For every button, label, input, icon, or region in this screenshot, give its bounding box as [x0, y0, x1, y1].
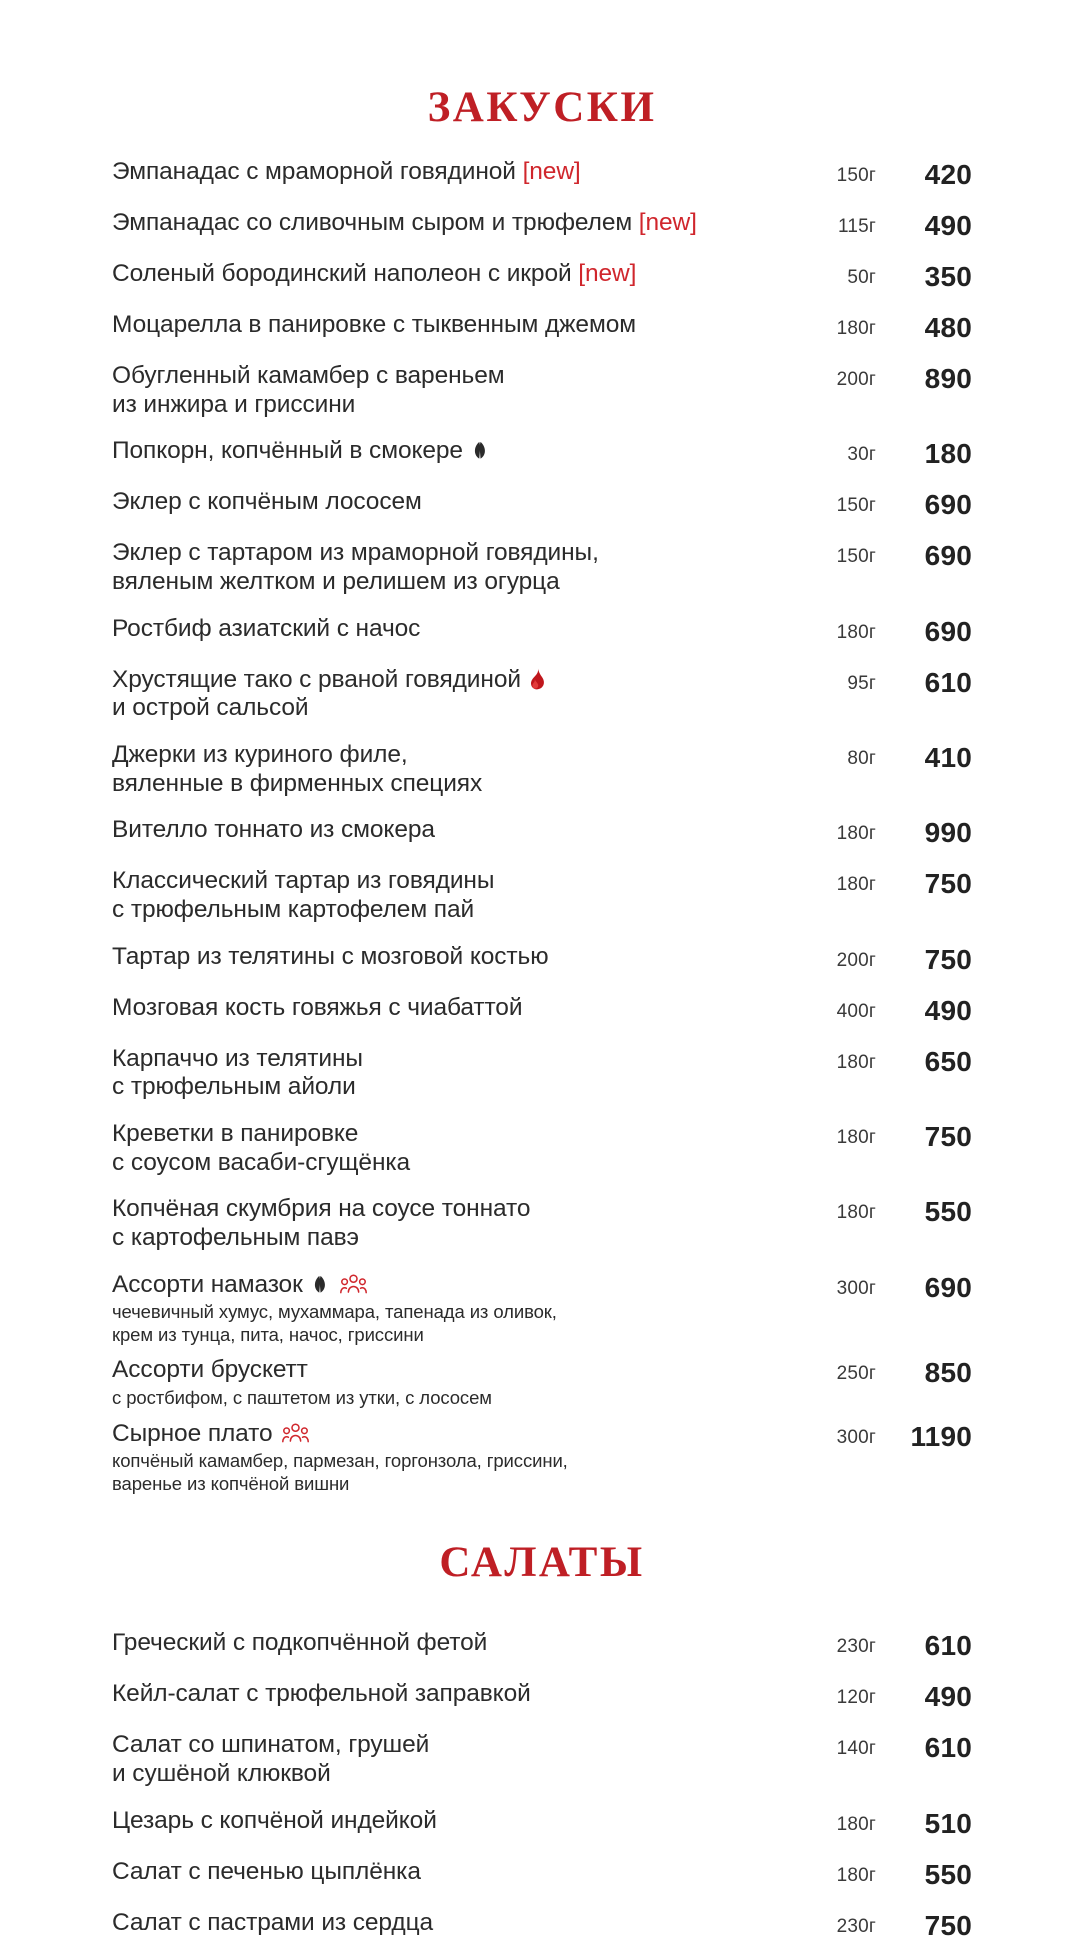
- menu-item-row: [112, 1045, 972, 1102]
- menu-item-name: Соленый бородинский наполеон с икрой [new]: [112, 260, 637, 287]
- menu-item-main: [112, 1045, 780, 1102]
- menu-item-price: 180: [924, 438, 972, 470]
- menu-item-weight: 400г: [836, 1000, 876, 1022]
- menu-item-row: [112, 362, 972, 419]
- menu-item-price: 850: [924, 1357, 972, 1389]
- menu-item-row: [112, 488, 972, 521]
- menu-item-row: [112, 994, 972, 1027]
- menu-item-row: [112, 1271, 972, 1347]
- new-badge: [new]: [522, 158, 581, 185]
- menu-item-name: Сырное плато: [112, 1420, 764, 1449]
- menu-item-price: 750: [924, 1120, 972, 1152]
- menu-item-main: [112, 1858, 780, 1887]
- menu-item-weight: 50г: [847, 267, 876, 288]
- menu-item-weight: 180г: [836, 1051, 876, 1073]
- menu-item-name: Кейл-салат с трюфельной заправкой: [112, 1680, 531, 1708]
- menu-item-weight: 180г: [836, 621, 876, 643]
- menu-item-description: чечевичный хумус, мухаммара, тапенада из оливок, крем из тунца, пита, начос, гриссини: [112, 1301, 557, 1345]
- menu-item-weight: 150г: [836, 546, 876, 568]
- menu-item-main: [112, 539, 780, 596]
- leaf-icon: [469, 439, 491, 461]
- menu-item-price: 350: [924, 261, 972, 292]
- menu-item-name: Греческий с подкопчённой фетой: [112, 1629, 488, 1657]
- menu-item-main: [112, 943, 780, 972]
- menu-item-main: [112, 1629, 780, 1658]
- menu-item-weight: 30г: [847, 444, 876, 466]
- menu-item-row: [112, 1195, 972, 1252]
- menu-item-name: Ростбиф азиатский с начос: [112, 614, 421, 642]
- menu-item-weight: 230г: [836, 1915, 876, 1937]
- menu-item-name: Креветки в панировке с соусом васаби-сгущёнка: [112, 1119, 411, 1176]
- menu-item-name: Попкорн, копчённый в смокере: [112, 437, 764, 466]
- menu-item-main: [112, 1680, 780, 1709]
- menu-item-main: [112, 209, 780, 238]
- menu-item-main: [112, 1807, 780, 1836]
- menu-item-name: Тартар из телятины с мозговой костью: [112, 942, 549, 970]
- menu-item-row: [112, 1420, 972, 1496]
- menu-item-name: Эмпанадас со сливочным сыром и трюфелем [new]: [112, 209, 697, 236]
- menu-item-row: [112, 260, 972, 293]
- menu-item-main: [112, 994, 780, 1023]
- menu-item-price: 610: [924, 666, 972, 698]
- menu-item-price: 550: [924, 1196, 972, 1228]
- flame-icon: [527, 667, 546, 690]
- menu-item-main: [112, 260, 780, 289]
- menu-item-description: с ростбифом, с паштетом из утки, с лососем: [112, 1386, 492, 1408]
- menu-item-weight: 140г: [836, 1738, 876, 1760]
- menu-item-main: [112, 1420, 780, 1496]
- menu-item-weight: 200г: [836, 369, 876, 390]
- menu-item-name: Эмпанадас с мраморной говядиной [new]: [112, 158, 581, 185]
- menu-item-weight: 300г: [836, 1426, 876, 1448]
- menu-item-weight: 180г: [836, 1202, 876, 1224]
- menu-item-price: 610: [924, 1630, 972, 1662]
- menu-item-row: [112, 615, 972, 648]
- menu-item-name: Ассорти намазок: [112, 1271, 764, 1300]
- menu-item-name: Салат со шпинатом, грушей и сушёной клюквой: [112, 1731, 430, 1787]
- menu-item-name: Салат с пастрами из сердца: [112, 1908, 434, 1936]
- menu-item-weight: 80г: [847, 747, 876, 769]
- menu-item-main: [112, 362, 780, 419]
- menu-item-main: [112, 1909, 780, 1938]
- salads-list: [112, 1629, 972, 1941]
- group-icon: [340, 1273, 367, 1294]
- menu-item-weight: 250г: [836, 1363, 876, 1385]
- menu-item-name: Классический тартар из говядины с трюфельным картофелем пай: [112, 867, 495, 923]
- menu-item-weight: 95г: [847, 672, 876, 694]
- menu-item-name: Ассорти брускетт: [112, 1356, 308, 1384]
- menu-item-weight: 180г: [836, 1126, 876, 1148]
- menu-item-main: [112, 1731, 780, 1788]
- new-badge: [new]: [578, 260, 637, 287]
- menu-item-price: 690: [924, 615, 972, 647]
- menu-item-main: [112, 488, 780, 517]
- menu-item-name: Салат с печенью цыплёнка: [112, 1857, 421, 1885]
- menu-item-weight: 200г: [836, 949, 876, 971]
- appetizers-list: [112, 158, 972, 1495]
- menu-item-price: 750: [924, 1909, 972, 1941]
- section-title-salads: САЛАТЫ: [439, 1539, 645, 1587]
- menu-item-name: Вителло тоннато из смокера: [112, 816, 435, 844]
- menu-item-price: 480: [924, 312, 972, 343]
- menu-item-row: [112, 1909, 972, 1942]
- menu-item-main: [112, 437, 780, 466]
- menu-item-row: [112, 741, 972, 798]
- menu-item-main: [112, 816, 780, 845]
- menu-item-main: [112, 741, 780, 798]
- menu-item-weight: 300г: [836, 1277, 876, 1299]
- leaf-icon: [309, 1273, 331, 1295]
- menu-item-main: [112, 1195, 780, 1252]
- menu-item-row: [112, 437, 972, 470]
- menu-item-weight: 180г: [836, 1813, 876, 1835]
- menu-item-row: [112, 1680, 972, 1713]
- menu-item-price: 420: [924, 159, 972, 190]
- menu-item-main: [112, 615, 780, 644]
- group-icon: [282, 1422, 309, 1443]
- menu-item-price: 690: [924, 1271, 972, 1303]
- menu-item-price: 550: [924, 1858, 972, 1890]
- menu-item-weight: 150г: [836, 495, 876, 517]
- menu-item-main: [112, 1120, 780, 1177]
- menu-item-price: 750: [924, 868, 972, 900]
- menu-item-weight: 180г: [836, 318, 876, 339]
- menu-item-weight: 180г: [836, 823, 876, 845]
- menu-item-row: [112, 943, 972, 976]
- menu-item-name: Карпаччо из телятины с трюфельным айоли: [112, 1044, 363, 1101]
- menu-item-price: 610: [924, 1732, 972, 1764]
- menu-item-row: [112, 816, 972, 849]
- menu-item-name: Обугленный камамбер с вареньем из инжира и гриссини: [112, 362, 505, 418]
- menu-item-weight: 180г: [836, 874, 876, 896]
- menu-item-name: Эклер с копчёным лососем: [112, 488, 422, 516]
- menu-item-main: [112, 158, 780, 187]
- menu-item-weight: 120г: [836, 1687, 876, 1709]
- menu-item-price: 1190: [910, 1420, 972, 1452]
- menu-item-main: [112, 666, 780, 723]
- menu-item-main: [112, 1271, 780, 1347]
- menu-item-row: [112, 1858, 972, 1891]
- menu-item-main: [112, 311, 780, 340]
- menu-item-row: [112, 1120, 972, 1177]
- menu-item-name: Джерки из куриного филе, вяленные в фирменных специях: [112, 740, 483, 797]
- menu-item-weight: 180г: [836, 1864, 876, 1886]
- menu-item-price: 890: [924, 363, 972, 394]
- menu-item-description: копчёный камамбер, пармезан, горгонзола, гриссини, варенье из копчёной вишни: [112, 1450, 568, 1494]
- menu-item-name: Мозговая кость говяжья с чиабаттой: [112, 993, 523, 1021]
- menu-item-price: 750: [924, 943, 972, 975]
- menu-item-row: [112, 1356, 972, 1409]
- menu-item-name: Моцарелла в панировке с тыквенным джемом: [112, 311, 636, 338]
- menu-item-row: [112, 311, 972, 344]
- menu-item-price: 650: [924, 1045, 972, 1077]
- menu-item-price: 410: [924, 741, 972, 773]
- new-badge: [new]: [638, 209, 697, 236]
- menu-item-weight: 150г: [836, 165, 876, 186]
- menu-item-price: 690: [924, 489, 972, 521]
- menu-item-price: 990: [924, 817, 972, 849]
- menu-item-main: [112, 867, 780, 924]
- menu-item-row: [112, 539, 972, 596]
- menu-item-price: 690: [924, 540, 972, 572]
- menu-item-row: [112, 1629, 972, 1662]
- section-title-appetizers: ЗАКУСКИ: [427, 84, 657, 131]
- menu-item-row: [112, 158, 972, 191]
- menu-item-weight: 230г: [836, 1636, 876, 1658]
- menu-item-weight: 115г: [837, 216, 876, 237]
- menu-item-price: 490: [924, 210, 972, 241]
- menu-item-row: [112, 1731, 972, 1788]
- menu-item-name: Цезарь с копчёной индейкой: [112, 1806, 437, 1834]
- menu-item-price: 510: [924, 1807, 972, 1839]
- menu-item-price: 490: [924, 1681, 972, 1713]
- menu-item-price: 490: [924, 994, 972, 1026]
- menu-item-name: Хрустящие тако с рваной говядиной и острой сальсой: [112, 666, 764, 723]
- menu-item-name: Копчёная скумбрия на соусе тоннато с картофельным павэ: [112, 1195, 531, 1251]
- menu-item-row: [112, 209, 972, 242]
- menu-item-row: [112, 1807, 972, 1840]
- menu-item-row: [112, 666, 972, 723]
- menu-item-name: Эклер с тартаром из мраморной говядины, вяленым желтком и релишем из огурца: [112, 539, 599, 595]
- menu-item-main: [112, 1356, 780, 1409]
- menu-item-row: [112, 867, 972, 924]
